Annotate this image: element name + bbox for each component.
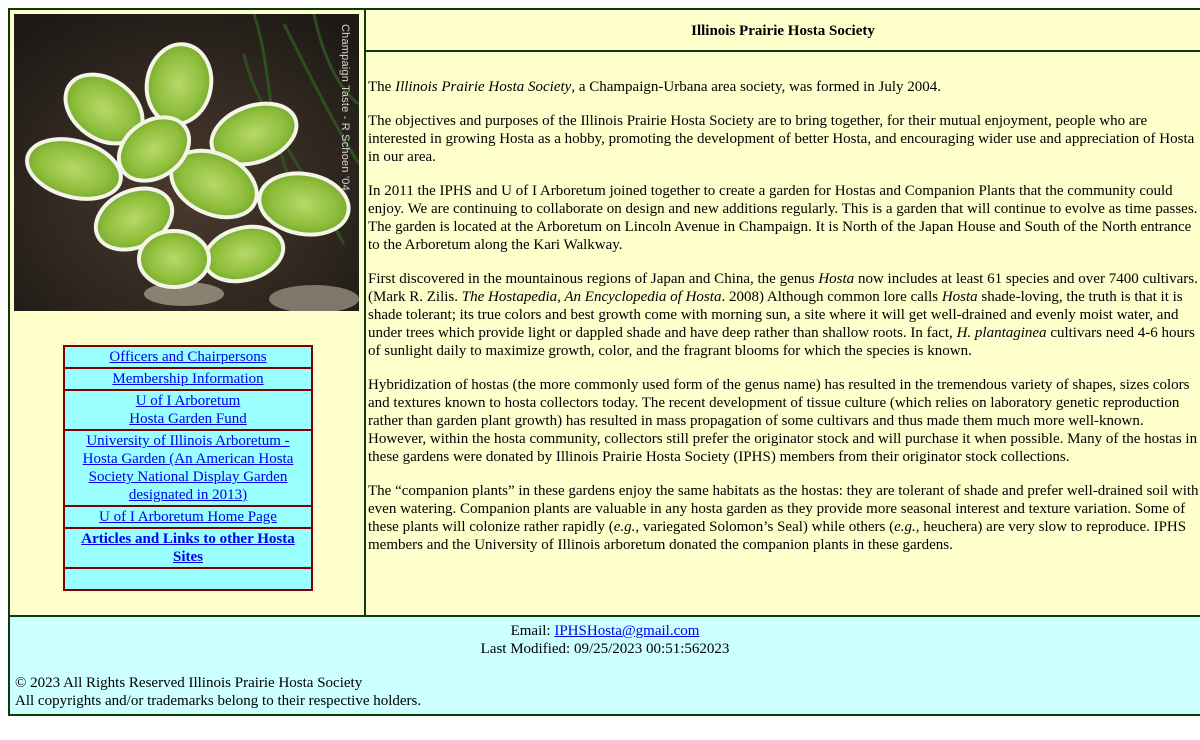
display-garden-link[interactable]: University of Illinois Arboretum - Hosta Garden (An American Hosta Society National Display Garden designated in 2013) xyxy=(82,433,294,503)
officers-link[interactable]: Officers and Chairpersons xyxy=(109,349,267,365)
legal-block xyxy=(15,674,421,710)
articles-link[interactable]: Articles and Links to other Hosta Sites xyxy=(81,531,295,565)
membership-link[interactable]: Membership Information xyxy=(112,371,264,387)
menu-item-arboretum-home[interactable] xyxy=(64,506,312,528)
garden-paragraph: In 2011 the IPHS and U of I Arboretum joined together to create a garden for Hostas and Companion Plants that the community could enjoy. We are continuing to collaborate on design and new additions regularly. This is a garden that will continue to evolve as time passes. The garden is located at the Arboretum on Lincoln Avenue in Champaign. It is North of the Japan House and South of the North entrance to the Arboretum along the Kari Walkway. xyxy=(368,183,1198,253)
email-label: Email: xyxy=(510,623,555,639)
hosta-plant-image xyxy=(14,14,359,311)
copyright-text: © 2023 All Rights Reserved Illinois Prairie Hosta Society xyxy=(15,675,363,691)
article-body xyxy=(368,78,1200,570)
history-paragraph: First discovered in the mountainous regions of Japan and China, the genus Hosta now includes at least 61 species and over 7400 cultivars. (Mark R. Zilis. The Hostapedia, An Encyclopedia of Hosta. 2008) Although common lore calls Hosta shade-loving, the truth is that it is shade tolerant; its true colors and best growth come with morning sun, a site where it will get well-drained and evenly moist water, and under trees which provide light or dappled shade and have deep rather than shallow roots. In fact, H. plantaginea cultivars need 4-6 hours of sunlight daily to maximize growth, color, and the fragrant blooms for which the species is known. xyxy=(368,271,1198,359)
menu-item-articles[interactable] xyxy=(64,528,312,568)
last-modified: Last Modified: 09/25/2023 00:51:562023 xyxy=(480,641,730,657)
menu-item-officers[interactable] xyxy=(64,346,312,368)
objectives-paragraph: The objectives and purposes of the Illinois Prairie Hosta Society are to bring together, for their mutual enjoyment, people who are interested in growing Hosta as a hobby, promoting the development of better Hosta, and encouraging wider use and appreciation of Hosta in our area. xyxy=(368,113,1195,165)
page-frame xyxy=(8,8,1200,716)
contact-block xyxy=(10,617,1200,658)
site-footer xyxy=(8,617,1200,716)
photo-credit: Champaign Taste - R Schoen '04 xyxy=(339,24,351,191)
email-link[interactable]: IPHSHosta@gmail.com xyxy=(554,623,700,639)
main-row xyxy=(8,8,1200,617)
menu-item-membership[interactable] xyxy=(64,368,312,390)
garden-fund-link-line1[interactable]: U of I Arboretum xyxy=(135,393,241,409)
left-sidebar xyxy=(10,10,366,615)
menu-item-display-garden[interactable] xyxy=(64,430,312,506)
main-content-column xyxy=(366,10,1200,615)
hosta-photo xyxy=(14,14,359,311)
garden-fund-link-line2[interactable]: Hosta Garden Fund xyxy=(129,411,247,427)
nav-menu xyxy=(63,345,313,591)
menu-item-garden-fund[interactable] xyxy=(64,390,312,430)
trademarks-text: All copyrights and/or trademarks belong to their respective holders. xyxy=(15,693,422,709)
page-title: Illinois Prairie Hosta Society xyxy=(366,10,1200,52)
hybridization-paragraph: Hybridization of hostas (the more commonly used form of the genus name) has resulted in the tremendous variety of shapes, sizes colors and textures known to hosta collectors today. The recent development of tissue culture (which relies on laboratory genetic reproduction rather than garden plant growth) has resulted in mass propagation of some cultivars and thus made them much more well-known. However, within the hosta community, collectors still prefer the originator stock and will purchase it when possible. Many of the hostas in these gardens were donated by Illinois Prairie Hosta Society (IPHS) members from their originator stock collections. xyxy=(368,377,1198,465)
intro-paragraph: The Illinois Prairie Hosta Society, a Champaign-Urbana area society, was formed in July 2004. xyxy=(368,79,942,95)
arboretum-home-link[interactable]: U of I Arboretum Home Page xyxy=(99,509,277,525)
menu-item-empty xyxy=(64,568,312,590)
companion-plants-paragraph: The “companion plants” in these gardens enjoy the same habitats as the hostas: they are tolerant of shade and prefer well-drained soil with even watering. Companion plants are valuable in any hosta garden as they provide more seasonal interest and texture variation. Some of these plants will colonize rather rapidly (e.g., variegated Solomon’s Seal) while others (e.g., heuchera) are very slow to reproduce. IPHS members and the University of Illinois arboretum donated the companion plants in these gardens. xyxy=(368,483,1199,553)
